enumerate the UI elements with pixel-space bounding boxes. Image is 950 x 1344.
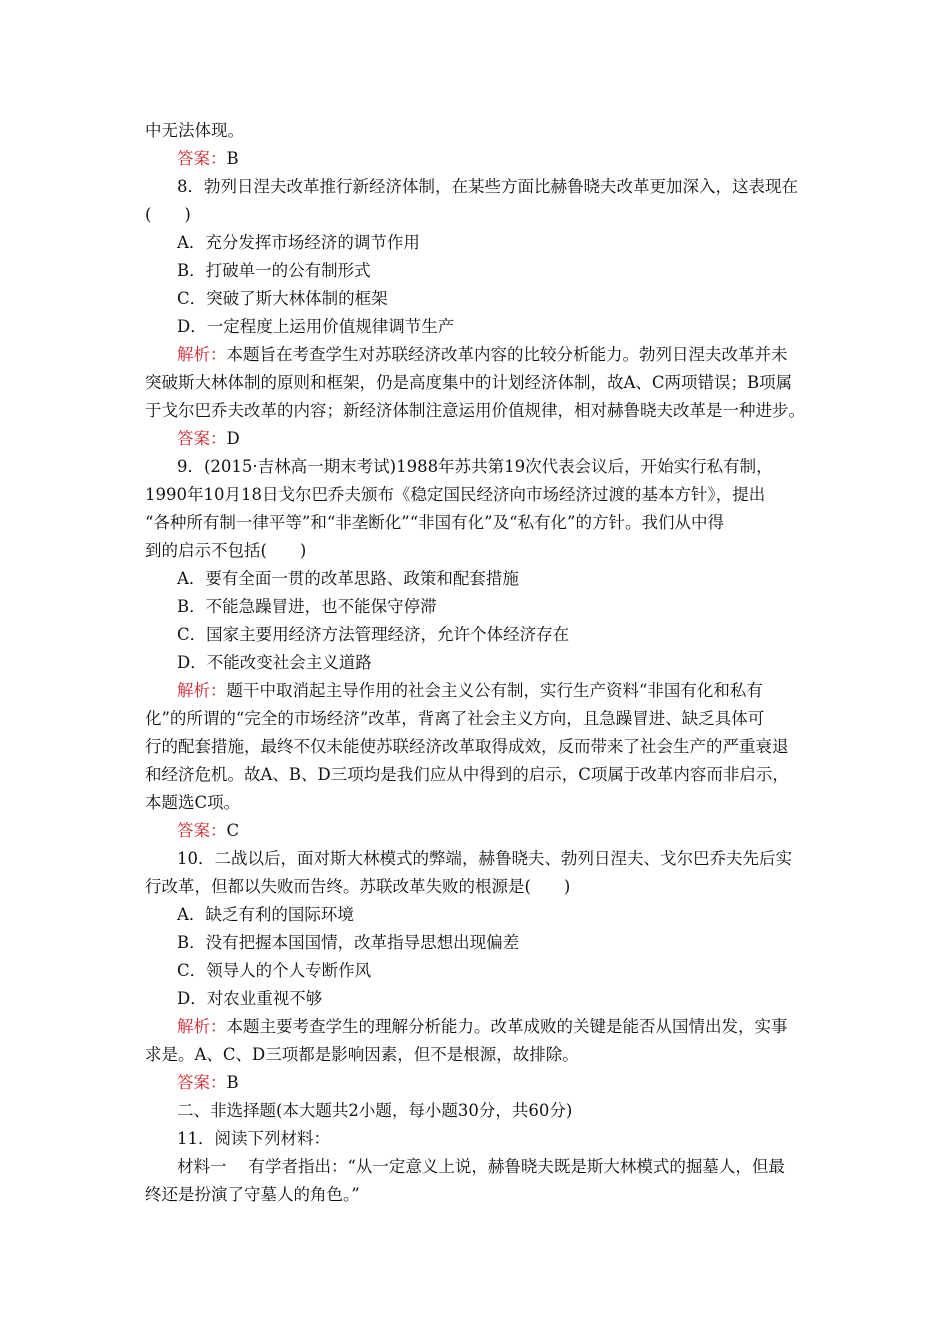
analysis-line <box>177 681 763 701</box>
question-8-stem: 8．勃列日涅夫改革推行新经济体制，在某些方面比赫鲁晓夫改革更加深入，这表现在 <box>177 177 798 196</box>
text-line: 本题选C项。 <box>145 793 241 812</box>
text-line: “各种所有制一律平等”和“非垄断化”“非国有化”及“私有化”的方针。我们从中得 <box>145 513 724 532</box>
question-10-stem: 10．二战以后，面对斯大林模式的弊端，赫鲁晓夫、勃列日涅夫、戈尔巴乔夫先后实 <box>177 849 792 868</box>
text-line: 中无法体现。 <box>145 121 244 140</box>
text-line: 和经济危机。故A、B、D三项均是我们应从中得到的启示，C项属于改革内容而非启示， <box>145 765 789 784</box>
material-label: 材料一 <box>177 1157 227 1176</box>
question-11-stem: 11．阅读下列材料： <box>177 1129 330 1148</box>
answer-value: D <box>226 429 240 448</box>
option-b: B．打破单一的公有制形式 <box>177 261 371 280</box>
answer-line <box>177 1073 239 1093</box>
answer-line <box>177 149 239 169</box>
option-b: B．没有把握本国国情，改革指导思想出现偏差 <box>177 933 520 952</box>
option-d: D．对农业重视不够 <box>177 989 323 1008</box>
answer-label: 答案： <box>177 429 227 448</box>
analysis-line <box>177 1017 788 1037</box>
answer-line <box>177 821 239 841</box>
analysis-text: 本题旨在考查学生对苏联经济改革内容的比较分析能力。勃列日涅夫改革并未 <box>226 345 788 364</box>
option-a: A．充分发挥市场经济的调节作用 <box>177 233 420 252</box>
material-text: 有学者指出：“从一定意义上说，赫鲁晓夫既是斯大林模式的掘墓人，但最 <box>248 1157 785 1176</box>
answer-label: 答案： <box>177 1073 227 1092</box>
question-8-blank: ( ) <box>145 205 191 224</box>
answer-value: C <box>226 821 240 840</box>
answer-label: 答案： <box>177 149 227 168</box>
analysis-line <box>177 345 788 365</box>
text-line: 于戈尔巴乔夫改革的内容；新经济体制注意运用价值规律，相对赫鲁晓夫改革是一种进步。 <box>145 401 805 420</box>
option-c: C．领导人的个人专断作风 <box>177 961 372 980</box>
option-b: B．不能急躁冒进，也不能保守停滞 <box>177 597 437 616</box>
text-line: 行改革，但都以失败而告终。苏联改革失败的根源是( ) <box>145 877 571 896</box>
analysis-label: 解析： <box>177 345 227 364</box>
analysis-text: 本题主要考查学生的理解分析能力。改革成败的关键是能否从国情出发，实事 <box>226 1017 788 1036</box>
text-line: 行的配套措施，最终不仅未能使苏联经济改革取得成效，反而带来了社会生产的严重衰退 <box>145 737 789 756</box>
material-line <box>177 1157 785 1177</box>
option-a: A．要有全面一贯的改革思路、政策和配套措施 <box>177 569 519 588</box>
option-c: C．突破了斯大林体制的框架 <box>177 289 388 308</box>
option-c: C．国家主要用经济方法管理经济，允许个体经济存在 <box>177 625 570 644</box>
answer-value: B <box>226 149 239 168</box>
section-heading: 二、非选择题(本大题共2小题，每小题30分，共60分) <box>177 1101 573 1120</box>
text-line: 突破斯大林体制的原则和框架，仍是高度集中的计划经济体制，故A、C两项错误；B项属 <box>145 373 793 392</box>
option-d: D．一定程度上运用价值规律调节生产 <box>177 317 455 336</box>
answer-value: B <box>226 1073 239 1092</box>
text-line: 到的启示不包括( ) <box>145 541 307 560</box>
option-a: A．缺乏有利的国际环境 <box>177 905 354 924</box>
option-d: D．不能改变社会主义道路 <box>177 653 372 672</box>
text-line: 化”的所谓的“完全的市场经济”改革，背离了社会主义方向，且急躁冒进、缺乏具体可 <box>145 709 765 728</box>
answer-line <box>177 429 240 449</box>
analysis-label: 解析： <box>177 1017 227 1036</box>
text-line: 求是。A、C、D三项都是影响因素，但不是根源，故排除。 <box>145 1045 579 1064</box>
analysis-label: 解析： <box>177 681 227 700</box>
analysis-text: 题干中取消起主导作用的社会主义公有制，实行生产资料“非国有化和私有 <box>226 681 763 700</box>
answer-label: 答案： <box>177 821 227 840</box>
text-line: 终还是扮演了守墓人的角色。” <box>145 1185 360 1204</box>
text-line: 1990年10月18日戈尔巴乔夫颁布《稳定国民经济向市场经济过渡的基本方针》，提出 <box>145 485 766 504</box>
question-9-stem: 9．(2015·吉林高一期末考试)1988年苏共第19次代表会议后，开始实行私有制， <box>177 457 773 476</box>
